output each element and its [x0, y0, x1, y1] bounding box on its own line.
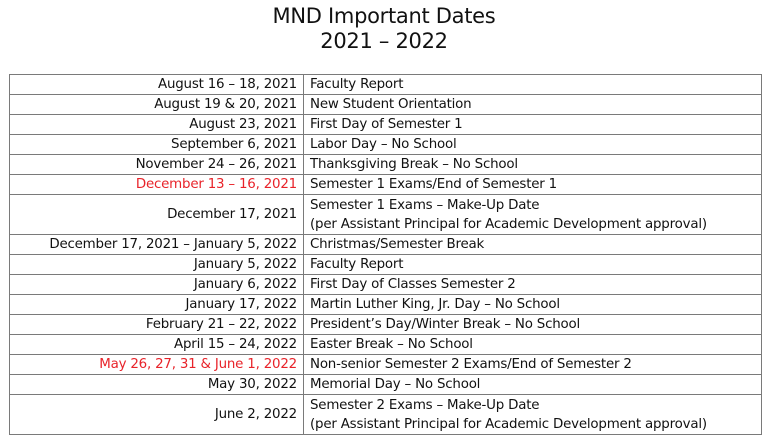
date-cell: May 30, 2022	[10, 375, 304, 395]
table-row	[10, 335, 762, 355]
event-line: Semester 2 Exams – Make-Up Date	[310, 397, 540, 413]
dates-table-body	[10, 75, 762, 435]
table-row	[10, 315, 762, 335]
event-cell: First Day of Classes Semester 2	[304, 275, 762, 295]
date-cell: May 26, 27, 31 & June 1, 2022	[10, 355, 304, 375]
event-cell: Martin Luther King, Jr. Day – No School	[304, 295, 762, 315]
date-cell: February 21 – 22, 2022	[10, 315, 304, 335]
title-block	[0, 4, 768, 54]
date-cell: November 24 – 26, 2021	[10, 155, 304, 175]
date-cell: September 6, 2021	[10, 135, 304, 155]
event-note-line: (per Assistant Principal for Academic Development approval)	[310, 216, 707, 232]
date-cell: January 6, 2022	[10, 275, 304, 295]
event-cell: Non-senior Semester 2 Exams/End of Semester 2	[304, 355, 762, 375]
table-row	[10, 75, 762, 95]
date-cell: January 17, 2022	[10, 295, 304, 315]
event-cell: New Student Orientation	[304, 95, 762, 115]
event-cell: Memorial Day – No School	[304, 375, 762, 395]
table-row	[10, 95, 762, 115]
event-line: Semester 1 Exams – Make-Up Date	[310, 197, 540, 213]
event-cell: Semester 1 Exams/End of Semester 1	[304, 175, 762, 195]
table-row	[10, 255, 762, 275]
date-cell: December 17, 2021 – January 5, 2022	[10, 235, 304, 255]
event-cell: Easter Break – No School	[304, 335, 762, 355]
event-cell: Labor Day – No School	[304, 135, 762, 155]
date-cell: December 17, 2021	[10, 195, 304, 235]
event-cell: President’s Day/Winter Break – No School	[304, 315, 762, 335]
table-row	[10, 235, 762, 255]
table-row	[10, 175, 762, 195]
date-cell: August 19 & 20, 2021	[10, 95, 304, 115]
date-cell: January 5, 2022	[10, 255, 304, 275]
event-cell	[304, 195, 762, 235]
date-cell: April 15 – 24, 2022	[10, 335, 304, 355]
table-row	[10, 155, 762, 175]
date-cell: December 13 – 16, 2021	[10, 175, 304, 195]
table-row	[10, 275, 762, 295]
table-row	[10, 195, 762, 235]
table-row	[10, 355, 762, 375]
table-row	[10, 295, 762, 315]
table-row	[10, 395, 762, 435]
date-cell: August 16 – 18, 2021	[10, 75, 304, 95]
event-cell: Faculty Report	[304, 255, 762, 275]
event-cell: Faculty Report	[304, 75, 762, 95]
event-note-line: (per Assistant Principal for Academic Development approval)	[310, 416, 707, 432]
table-row	[10, 115, 762, 135]
table-row	[10, 375, 762, 395]
event-cell: Christmas/Semester Break	[304, 235, 762, 255]
table-row	[10, 135, 762, 155]
page-subtitle: 2021 – 2022	[320, 29, 448, 53]
event-cell	[304, 395, 762, 435]
date-cell: August 23, 2021	[10, 115, 304, 135]
date-cell: June 2, 2022	[10, 395, 304, 435]
event-cell: First Day of Semester 1	[304, 115, 762, 135]
event-cell: Thanksgiving Break – No School	[304, 155, 762, 175]
dates-table	[9, 74, 762, 435]
page-title: MND Important Dates	[272, 4, 496, 28]
